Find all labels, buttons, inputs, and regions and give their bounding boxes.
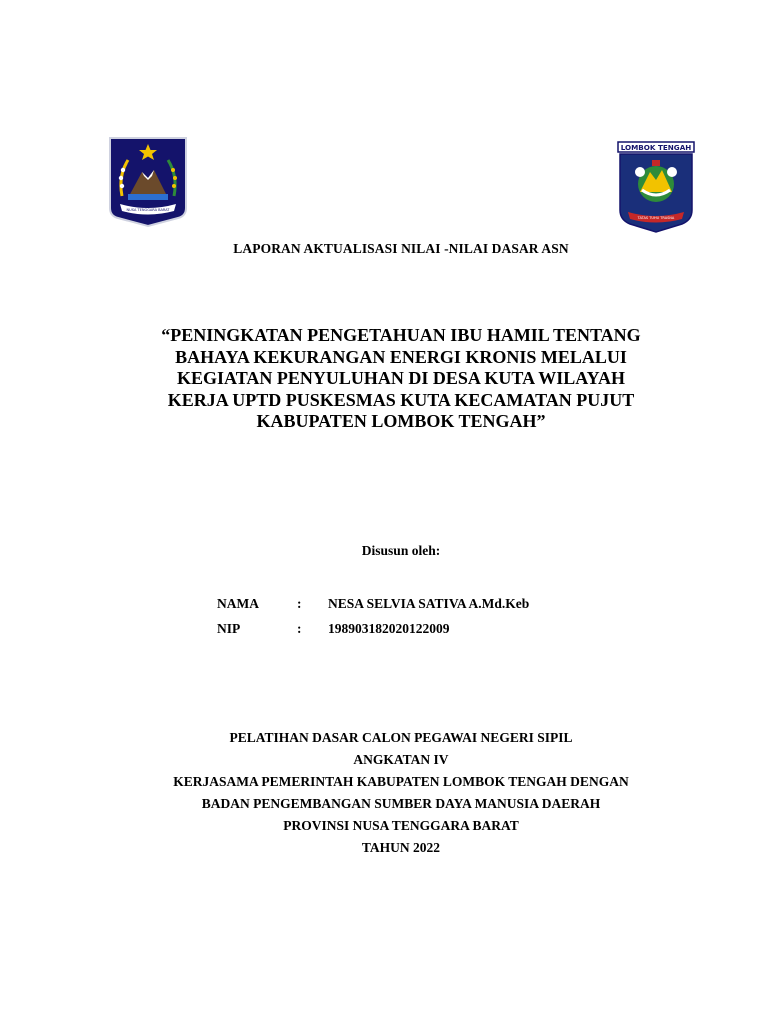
nip-separator: :	[297, 621, 302, 636]
main-title-line: KERJA UPTD PUSKESMAS KUTA KECAMATAN PUJUT	[167, 389, 635, 410]
name-value: NESA SELVIA SATIVA A.Md.Keb	[328, 596, 530, 611]
footer-line: TAHUN 2022	[361, 840, 441, 855]
footer-institution-block	[0, 727, 768, 859]
lombok-tengah-shield-icon	[616, 140, 696, 234]
main-title-line: BAHAYA KEKURANGAN ENERGI KRONIS MELALUI	[175, 346, 627, 367]
main-title	[134, 325, 668, 433]
nip-label: NIP	[217, 621, 241, 636]
author-heading: Disusun oleh:	[361, 543, 441, 558]
name-separator: :	[297, 596, 302, 611]
report-title: LAPORAN AKTUALISASI NILAI -NILAI DASAR ASN	[233, 241, 569, 256]
svg-text:LOMBOK TENGAH: LOMBOK TENGAH	[620, 143, 692, 152]
svg-text:TATAS TUHU TRASNA: TATAS TUHU TRASNA	[637, 216, 675, 220]
footer-line: ANGKATAN IV	[353, 752, 449, 767]
main-title-line: “PENINGKATAN PENGETAHUAN IBU HAMIL TENTANG	[161, 325, 641, 345]
main-title-line: KEGIATAN PENYULUHAN DI DESA KUTA WILAYAH	[177, 368, 625, 388]
footer-line: KERJASAMA PEMERINTAH KABUPATEN LOMBOK TENGAH DENGAN	[173, 774, 629, 789]
main-title-line: KABUPATEN LOMBOK TENGAH”	[256, 411, 546, 431]
footer-line: PROVINSI NUSA TENGGARA BARAT	[283, 818, 519, 833]
name-label: NAMA	[217, 596, 259, 611]
footer-line: PELATIHAN DASAR CALON PEGAWAI NEGERI SIPIL	[229, 730, 573, 745]
author-name-row	[0, 596, 768, 614]
nip-value: 198903182020122009	[328, 621, 450, 636]
ntb-emblem-logo	[108, 136, 188, 228]
footer-line: BADAN PENGEMBANGAN SUMBER DAYA MANUSIA DAERAH	[201, 796, 601, 811]
svg-text:NUSA TENGGARA BARAT: NUSA TENGGARA BARAT	[126, 208, 170, 212]
ntb-shield-icon	[108, 136, 188, 228]
author-nip-row	[0, 621, 768, 639]
lombok-tengah-emblem-logo	[616, 140, 696, 234]
